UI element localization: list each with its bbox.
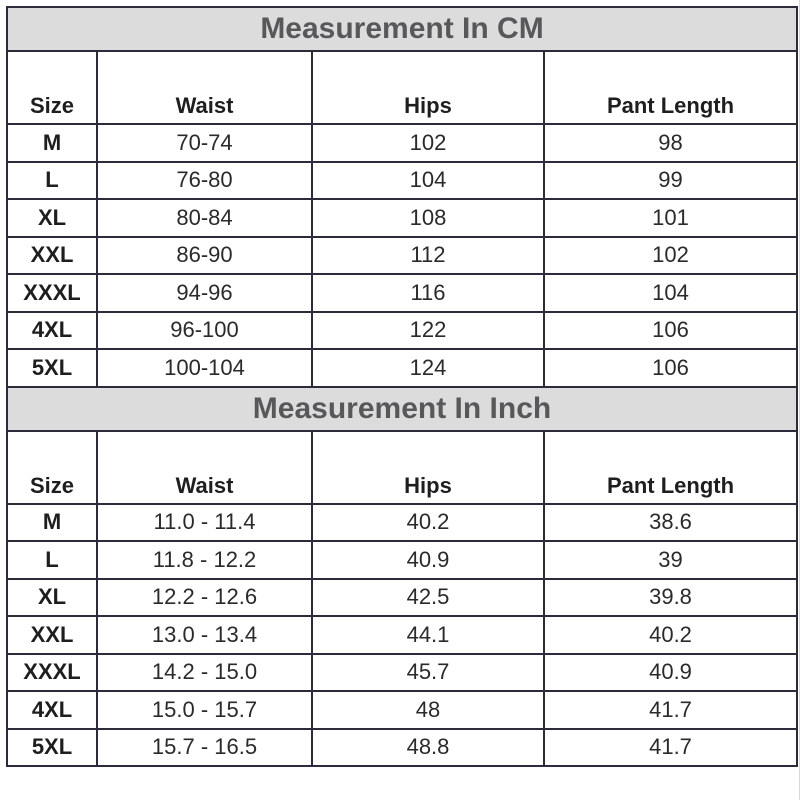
cell-size: M: [7, 504, 97, 542]
cell-pant-length: 40.9: [544, 654, 797, 692]
cell-pant-length: 104: [544, 274, 797, 312]
cell-hips: 40.9: [312, 541, 544, 579]
cell-pant-length: 106: [544, 312, 797, 350]
column-header-hips: Hips: [312, 51, 544, 124]
cell-size: L: [7, 162, 97, 200]
cell-waist: 14.2 - 15.0: [97, 654, 312, 692]
cell-waist: 86-90: [97, 237, 312, 275]
cell-hips: 102: [312, 124, 544, 162]
cell-hips: 45.7: [312, 654, 544, 692]
cell-pant-length: 39: [544, 541, 797, 579]
header-row-inch: [7, 431, 797, 504]
size-chart-body: [7, 7, 797, 766]
cell-pant-length: 40.2: [544, 616, 797, 654]
column-header-size: Size: [7, 431, 97, 504]
cell-pant-length: 106: [544, 349, 797, 387]
cell-waist: 13.0 - 13.4: [97, 616, 312, 654]
cell-hips: 116: [312, 274, 544, 312]
cell-size: XL: [7, 199, 97, 237]
cell-pant-length: 41.7: [544, 691, 797, 729]
cell-pant-length: 101: [544, 199, 797, 237]
table-row: [7, 349, 797, 387]
size-chart-sheet: [6, 6, 796, 767]
table-row: [7, 199, 797, 237]
cell-size: 5XL: [7, 729, 97, 767]
cell-size: L: [7, 541, 97, 579]
cell-size: XXXL: [7, 274, 97, 312]
cell-size: 4XL: [7, 691, 97, 729]
section-title-cm: Measurement In CM: [7, 7, 797, 51]
cell-size: M: [7, 124, 97, 162]
cell-waist: 100-104: [97, 349, 312, 387]
cell-waist: 70-74: [97, 124, 312, 162]
column-header-pant-length: Pant Length: [544, 51, 797, 124]
cell-hips: 104: [312, 162, 544, 200]
column-header-waist: Waist: [97, 431, 312, 504]
cell-pant-length: 102: [544, 237, 797, 275]
cell-size: XXL: [7, 616, 97, 654]
cell-size: 4XL: [7, 312, 97, 350]
cell-hips: 42.5: [312, 579, 544, 617]
table-row: [7, 237, 797, 275]
table-row: [7, 504, 797, 542]
cell-hips: 48: [312, 691, 544, 729]
cell-pant-length: 41.7: [544, 729, 797, 767]
table-row: [7, 162, 797, 200]
cell-pant-length: 39.8: [544, 579, 797, 617]
cell-hips: 40.2: [312, 504, 544, 542]
cell-hips: 112: [312, 237, 544, 275]
section-title-inch: Measurement In Inch: [7, 387, 797, 431]
cell-waist: 11.8 - 12.2: [97, 541, 312, 579]
cell-waist: 11.0 - 11.4: [97, 504, 312, 542]
column-header-hips: Hips: [312, 431, 544, 504]
cell-waist: 76-80: [97, 162, 312, 200]
cell-pant-length: 38.6: [544, 504, 797, 542]
table-row: [7, 729, 797, 767]
column-header-pant-length: Pant Length: [544, 431, 797, 504]
cell-hips: 44.1: [312, 616, 544, 654]
table-row: [7, 616, 797, 654]
cell-size: XXXL: [7, 654, 97, 692]
cell-size: 5XL: [7, 349, 97, 387]
cell-waist: 15.7 - 16.5: [97, 729, 312, 767]
cell-hips: 48.8: [312, 729, 544, 767]
cell-hips: 122: [312, 312, 544, 350]
cell-size: XXL: [7, 237, 97, 275]
cell-pant-length: 98: [544, 124, 797, 162]
cell-size: XL: [7, 579, 97, 617]
section-title-row-inch: [7, 387, 797, 431]
table-row: [7, 124, 797, 162]
size-chart-table: [6, 6, 798, 767]
table-row: [7, 579, 797, 617]
cell-waist: 80-84: [97, 199, 312, 237]
cell-waist: 15.0 - 15.7: [97, 691, 312, 729]
cell-hips: 108: [312, 199, 544, 237]
table-row: [7, 541, 797, 579]
table-row: [7, 691, 797, 729]
cell-hips: 124: [312, 349, 544, 387]
table-row: [7, 654, 797, 692]
cell-pant-length: 99: [544, 162, 797, 200]
section-title-row-cm: [7, 7, 797, 51]
table-row: [7, 312, 797, 350]
column-header-size: Size: [7, 51, 97, 124]
cell-waist: 96-100: [97, 312, 312, 350]
cell-waist: 94-96: [97, 274, 312, 312]
header-row-cm: [7, 51, 797, 124]
table-row: [7, 274, 797, 312]
column-header-waist: Waist: [97, 51, 312, 124]
cell-waist: 12.2 - 12.6: [97, 579, 312, 617]
